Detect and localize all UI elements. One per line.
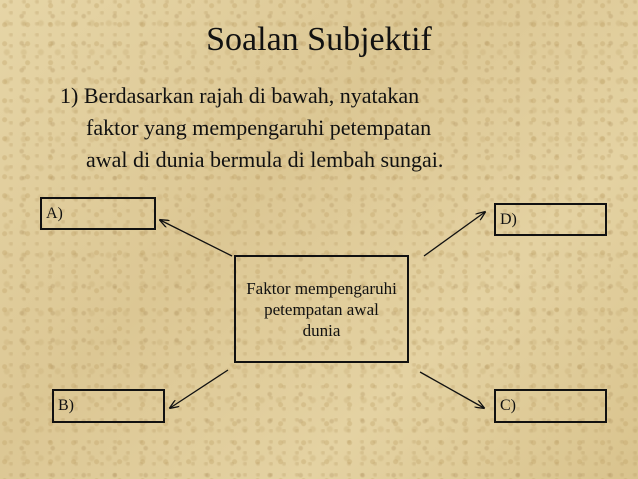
answer-box-d (494, 203, 607, 236)
answer-box-b (52, 389, 165, 423)
question-line-1: 1) Berdasarkan rajah di bawah, nyatakan (60, 83, 420, 108)
question-line-2: faktor yang mempengaruhi petempatan (86, 115, 432, 140)
answer-box-d-label: D) (500, 211, 517, 228)
arrow-to-b (170, 370, 228, 408)
answer-box-c (494, 389, 607, 423)
arrow-to-a (160, 220, 232, 256)
arrow-to-c (420, 372, 484, 408)
answer-box-b-label: B) (58, 397, 74, 414)
answer-box-c-label: C) (500, 397, 516, 414)
answer-box-a (40, 197, 156, 230)
center-topic-text: Faktor mempengaruhi petempatan awal dunia (246, 278, 397, 340)
answer-box-a-label: A) (46, 205, 63, 222)
slide-title: Soalan Subjektif (206, 21, 432, 58)
arrow-to-d (424, 212, 485, 256)
center-topic-box (234, 255, 409, 363)
question-line-3: awal di dunia bermula di lembah sungai. (86, 147, 444, 172)
